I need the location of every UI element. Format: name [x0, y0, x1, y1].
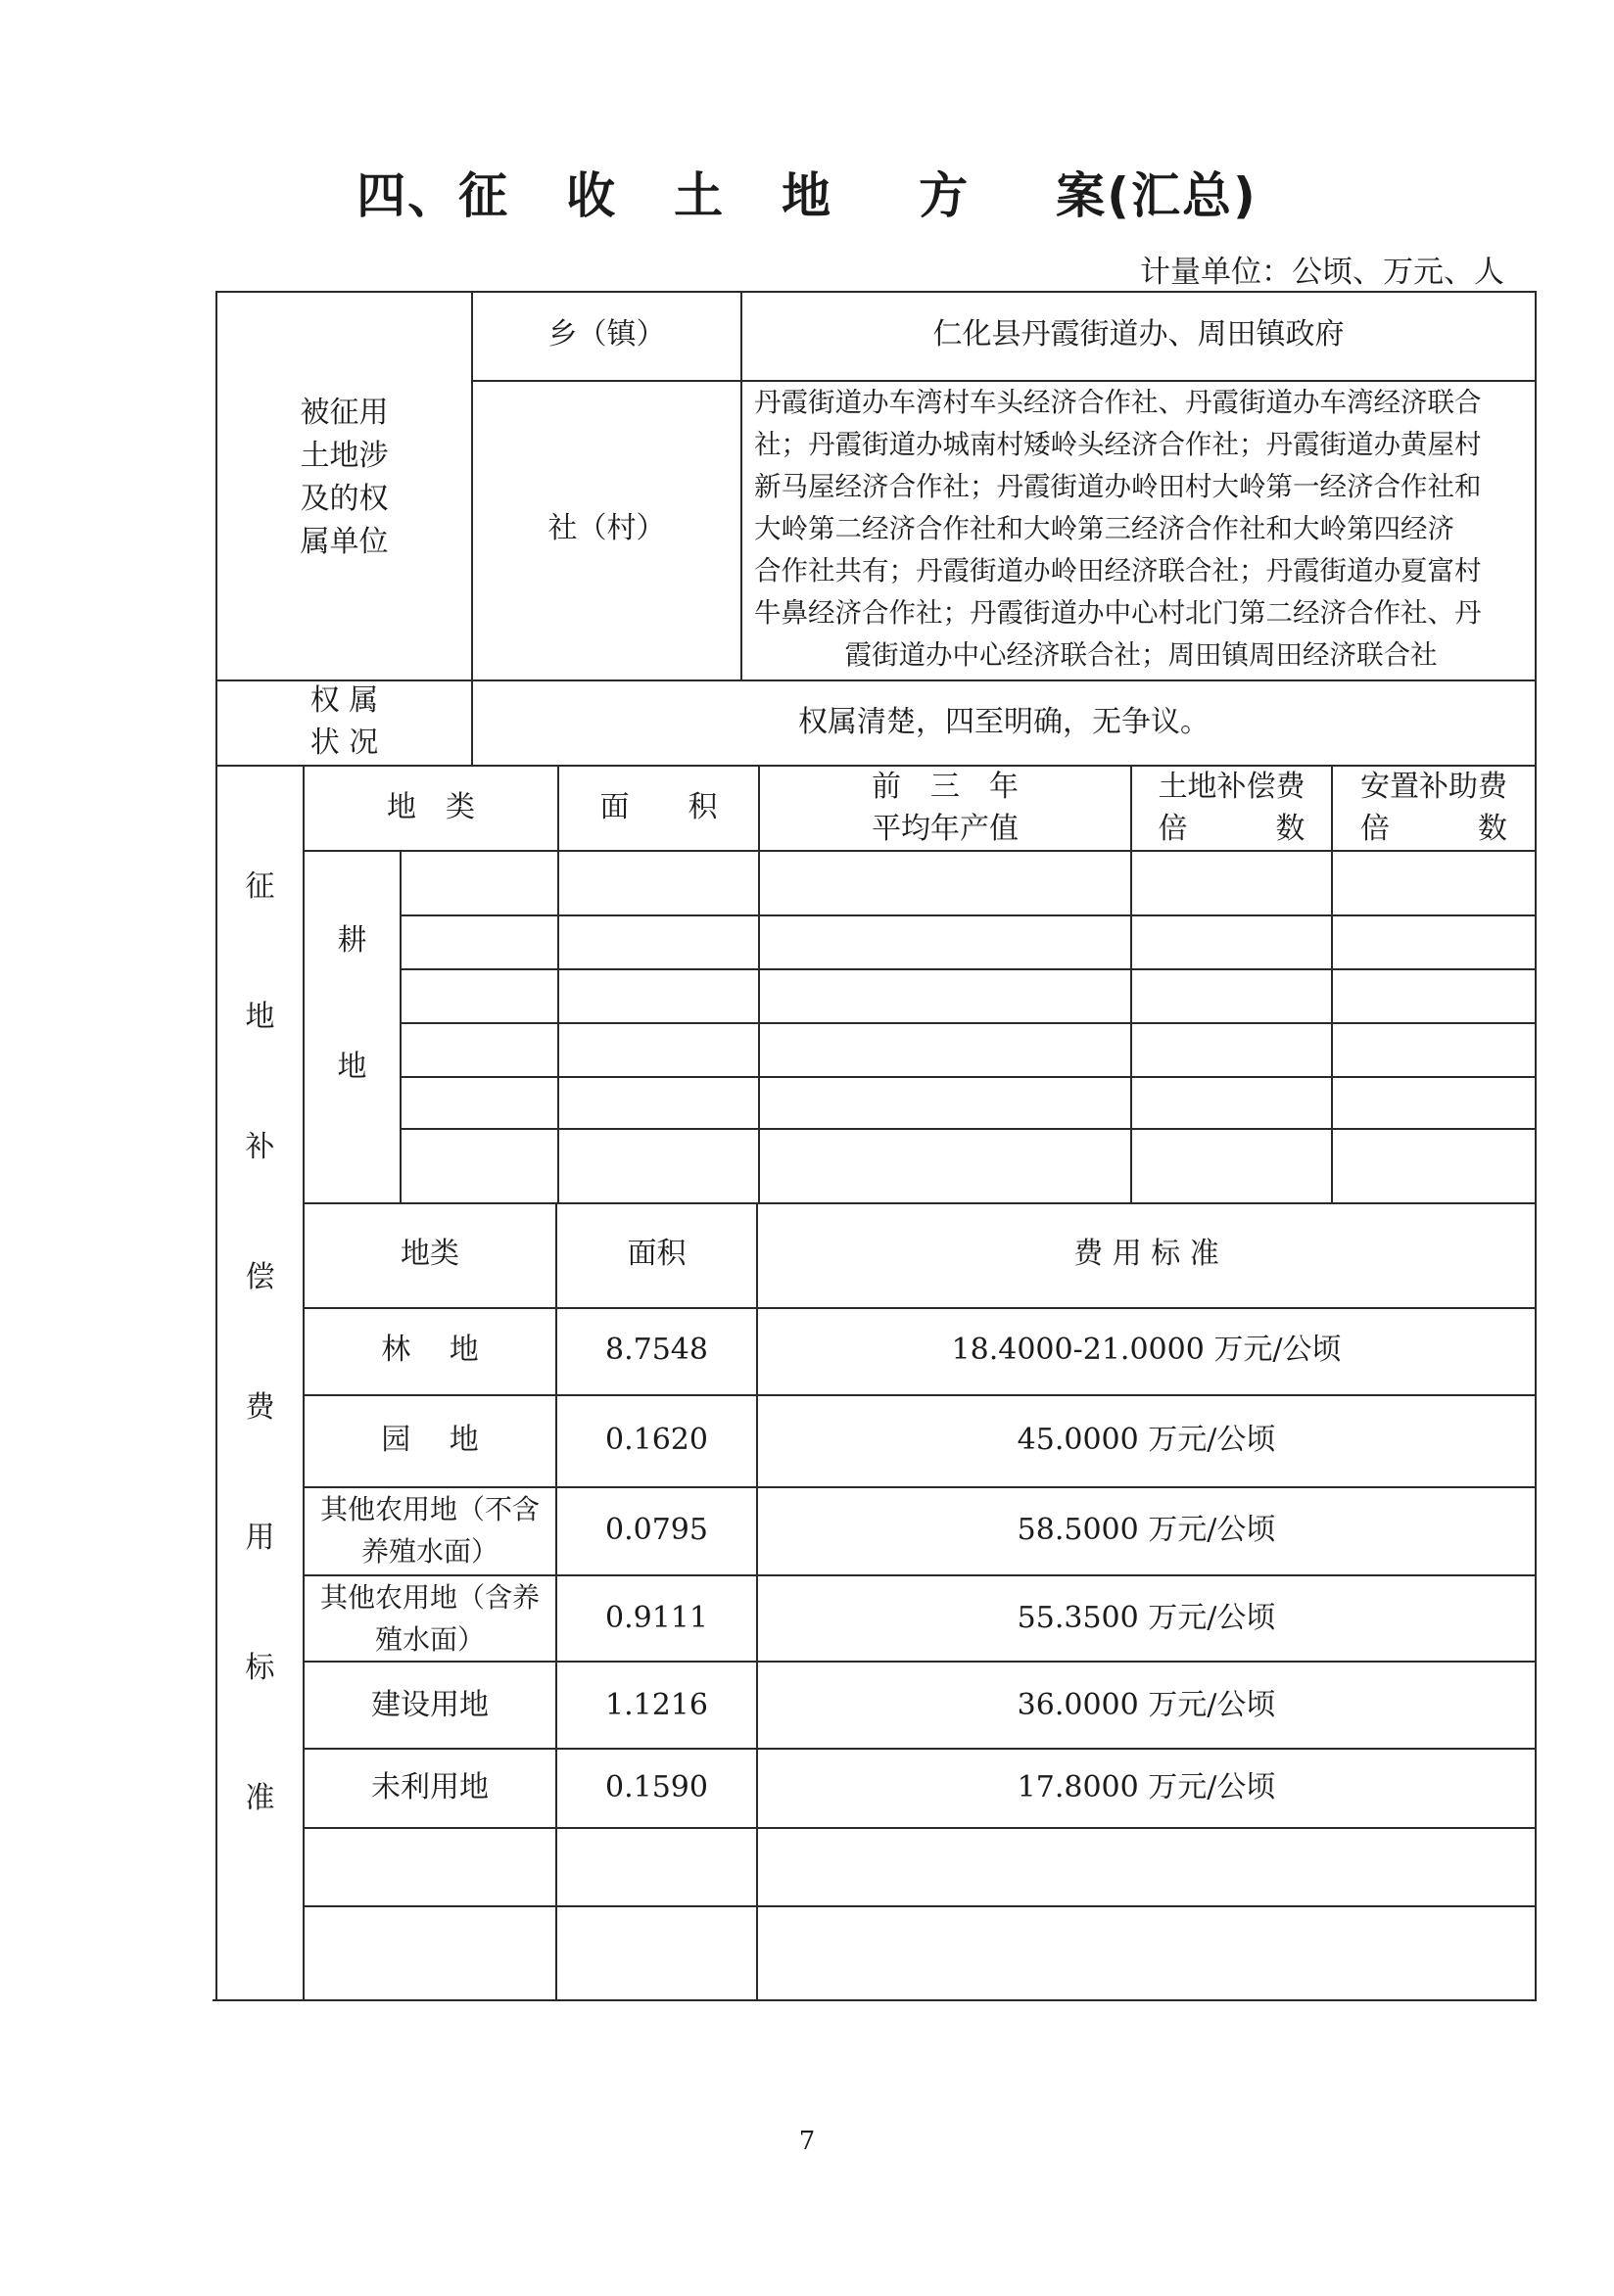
ownership-section-label: 被征用 土地涉 及的权 属单位 — [300, 396, 389, 559]
divider — [303, 1748, 1536, 1750]
header-land-comp-multiple: 土地补偿费 倍 数 — [1158, 770, 1305, 846]
row-standard: 45.0000 万元/公顷 — [1017, 1423, 1276, 1457]
row-standard: 58.5000 万元/公顷 — [1017, 1513, 1276, 1547]
row-land-type: 其他农用地（不含 养殖水面） — [319, 1493, 540, 1568]
row-standard: 18.4000-21.0000 万元/公顷 — [951, 1333, 1342, 1367]
divider — [400, 1022, 1536, 1024]
divider — [400, 1128, 1536, 1130]
row-land-type: 其他农用地（含养 殖水面） — [319, 1581, 540, 1656]
divider — [303, 1661, 1536, 1663]
header-avg-output: 前 三 年 平均年产值 — [872, 770, 1019, 846]
divider — [303, 1202, 1536, 1204]
unit-note: 计量单位：公顷、万元、人 — [1140, 255, 1504, 290]
row-standard: 36.0000 万元/公顷 — [1017, 1688, 1276, 1722]
township-label: 乡（镇） — [547, 317, 666, 351]
header-land-type: 地 类 — [387, 790, 475, 824]
table-border-right — [1535, 291, 1537, 2001]
header-resettle-multiple: 安置补助费 倍 数 — [1360, 770, 1507, 846]
village-value: 丹霞街道办车湾村车头经济合作社、丹霞街道办车湾经济联合 社；丹霞街道办城南村矮岭头经济合作社；丹霞街道办黄屋村 新马屋经济合作社；丹霞街道办岭田村大岭第一经济合作社和 大岭第二经济合作社和大岭第三经济合作社和大岭第四经济 合作社共有；丹霞街道办岭田经济联合社；丹霞街道办夏富村 牛鼻经济合作社；丹霞街道办中心村北门第二经济合作社、丹 霞街道办中心经济联合社；周田镇周田经济联合社 — [754, 387, 1482, 671]
divider — [400, 850, 402, 1204]
row-area: 1.1216 — [605, 1688, 708, 1722]
row-area: 0.0795 — [605, 1513, 708, 1547]
title-part: 四、征 — [356, 167, 510, 224]
divider — [303, 1394, 1536, 1396]
divider — [400, 968, 1536, 970]
row-area: 8.7548 — [605, 1333, 708, 1367]
header-land-type-2: 地类 — [401, 1237, 459, 1271]
divider — [303, 850, 1536, 852]
title-part: 收 — [566, 167, 618, 224]
title-part: 地 — [782, 167, 833, 224]
row-standard: 17.8000 万元/公顷 — [1017, 1770, 1276, 1804]
village-label: 社（村） — [547, 511, 666, 545]
row-area: 0.1590 — [605, 1770, 708, 1804]
title-part: 案(汇总) — [1056, 167, 1258, 224]
header-area-2: 面积 — [627, 1237, 687, 1271]
table-border-bottom — [213, 1999, 1537, 2001]
divider — [303, 1827, 1536, 1829]
divider — [400, 1076, 1536, 1078]
status-label: 权 属 状 况 — [309, 683, 379, 760]
row-land-type: 林 地 — [381, 1333, 479, 1367]
row-area: 0.1620 — [605, 1423, 708, 1457]
cultivated-label: 地 — [337, 1050, 367, 1084]
divider — [303, 1307, 1536, 1309]
row-land-type: 园 地 — [381, 1423, 479, 1457]
page-title — [0, 157, 1614, 227]
row-area: 0.9111 — [605, 1601, 708, 1635]
title-part: 方 — [919, 167, 971, 224]
divider — [303, 1905, 1536, 1907]
cultivated-label: 耕 — [337, 923, 367, 958]
row-land-type: 未利用地 — [371, 1770, 489, 1804]
header-fee-standard: 费 用 标 准 — [1073, 1237, 1219, 1271]
divider — [400, 914, 1536, 916]
header-area: 面 积 — [599, 790, 718, 824]
status-value: 权属清楚，四至明确，无争议。 — [798, 705, 1210, 739]
table-border-top — [215, 291, 1537, 293]
page-number: 7 — [798, 2127, 816, 2156]
township-value: 仁化县丹霞街道办、周田镇政府 — [932, 317, 1345, 351]
divider — [557, 765, 559, 1204]
row-land-type: 建设用地 — [371, 1688, 489, 1722]
title-part: 土 — [674, 167, 726, 224]
row-standard: 55.3500 万元/公顷 — [1017, 1601, 1276, 1635]
